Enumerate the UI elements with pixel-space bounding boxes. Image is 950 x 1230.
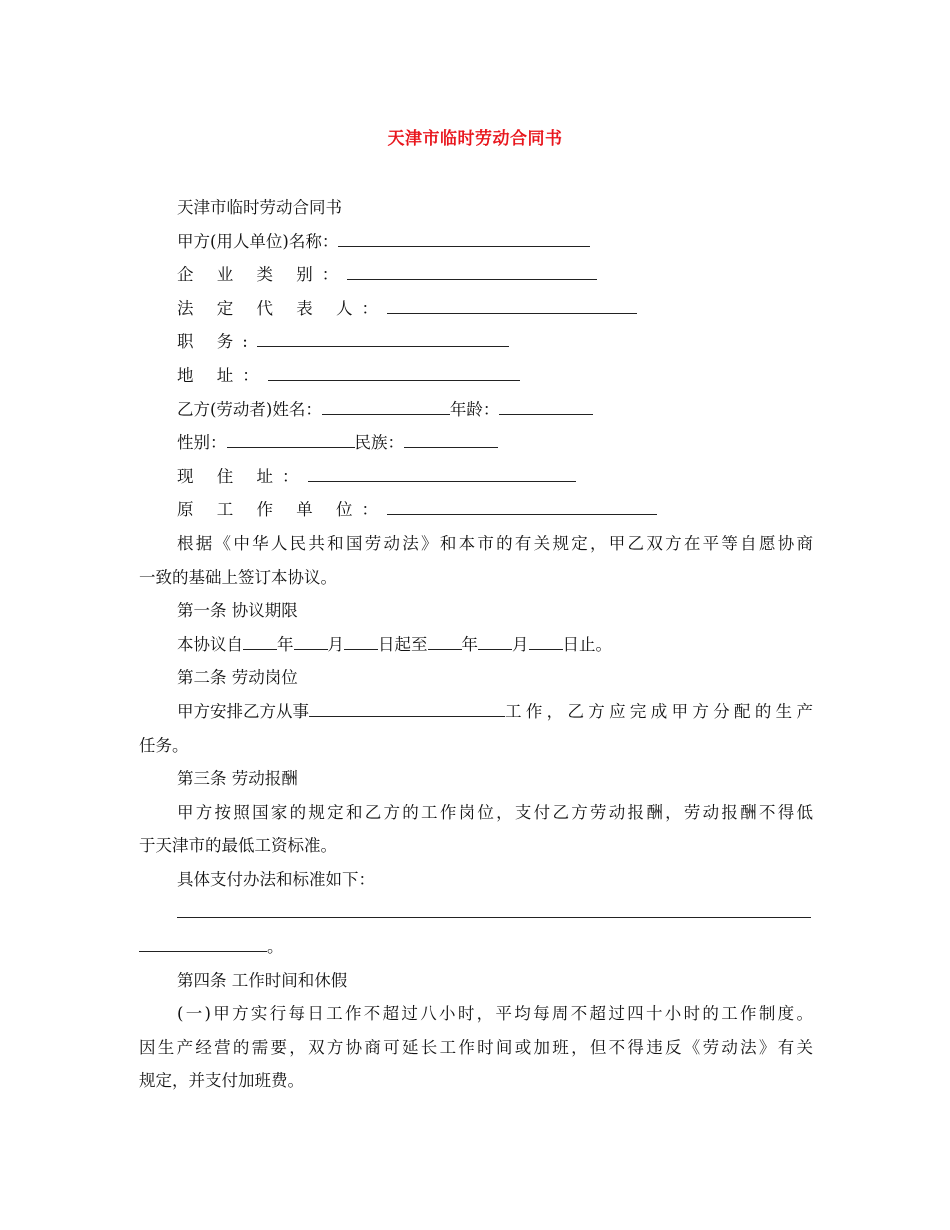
- start-year-blank[interactable]: [243, 635, 277, 650]
- former-employer-label: 原 工 作 单 位：: [177, 500, 387, 520]
- enterprise-type-label: 企 业 类 别：: [177, 265, 348, 285]
- article-4-title: 第四条 工作时间和休假: [177, 970, 348, 990]
- address-blank[interactable]: [268, 366, 520, 381]
- article-4-line-1: (一)甲方实行每日工作不超过八小时，平均每周不超过四十小时的工作制度。: [177, 1004, 813, 1024]
- position-label: 职 务:: [177, 332, 257, 352]
- employer-name-label: 甲方(用人单位)名称：: [177, 231, 339, 251]
- position-line: [139, 325, 813, 359]
- gender-line: [139, 426, 813, 460]
- start-month-blank[interactable]: [294, 635, 328, 650]
- current-address-line: [139, 460, 813, 494]
- article-1-term-line: [139, 628, 813, 662]
- gender-blank[interactable]: [227, 433, 355, 448]
- payment-method-line-1: [139, 896, 813, 930]
- article-3-line-1: 甲方按照国家的规定和乙方的工作岗位，支付乙方劳动报酬，劳动报酬不得低: [177, 802, 813, 822]
- intro-line-1: 根据《中华人民共和国劳动法》和本市的有关规定，甲乙双方在平等自愿协商: [177, 533, 813, 553]
- former-employer-blank[interactable]: [387, 500, 657, 515]
- payment-method-line-2: [139, 930, 813, 964]
- month-label: 月: [327, 634, 344, 654]
- day-end-label: 日止。: [562, 634, 612, 654]
- ethnicity-label: 民族：: [354, 433, 404, 453]
- gender-label: 性别：: [177, 433, 227, 453]
- end-year-blank[interactable]: [428, 635, 462, 650]
- year-label-2: 年: [461, 634, 478, 654]
- document-title: 天津市临时劳动合同书: [387, 129, 563, 149]
- enterprise-type-blank[interactable]: [347, 265, 597, 280]
- legal-rep-line: [139, 292, 813, 326]
- article-2-title: 第二条 劳动岗位: [177, 668, 298, 688]
- employee-name-label: 乙方(劳动者)姓名：: [177, 399, 322, 419]
- job-blank[interactable]: [309, 702, 505, 717]
- enterprise-type-line: [139, 258, 813, 292]
- article-4-line-2: 因生产经营的需要，双方协商可延长工作时间或加班，但不得违反《劳动法》有关: [139, 1037, 813, 1057]
- end-month-blank[interactable]: [478, 635, 512, 650]
- month-label-2: 月: [512, 634, 529, 654]
- day-to-label: 日起至: [378, 634, 428, 654]
- intro-line-2: 一致的基础上签订本协议。: [139, 567, 337, 587]
- end-day-blank[interactable]: [529, 635, 563, 650]
- article-3-line-2: 于天津市的最低工资标准。: [139, 836, 337, 856]
- article-3-line-3: 具体支付办法和标准如下：: [177, 869, 375, 889]
- employer-name-blank[interactable]: [338, 232, 590, 247]
- start-day-blank[interactable]: [344, 635, 378, 650]
- age-label: 年龄：: [449, 399, 500, 419]
- article-2-line-1: [139, 695, 813, 729]
- address-label: 地 址：: [177, 365, 268, 385]
- article-1-title: 第一条 协议期限: [177, 601, 298, 621]
- art2-text-b: 工作，乙方应完成甲方分配的生产: [505, 701, 813, 721]
- article-3-title: 第三条 劳动报酬: [177, 769, 298, 789]
- address-line: [139, 359, 813, 393]
- year-label: 年: [277, 634, 294, 654]
- legal-rep-blank[interactable]: [387, 299, 637, 314]
- payment-method-blank-2[interactable]: [139, 937, 267, 952]
- term-from-label: 本协议自: [177, 634, 243, 654]
- article-4-line-3: 规定，并支付加班费。: [139, 1071, 304, 1091]
- doc-name-line: [139, 191, 813, 225]
- art2-text-a: 甲方安排乙方从事: [177, 701, 309, 721]
- former-employer-line: [139, 493, 813, 527]
- ethnicity-blank[interactable]: [404, 433, 498, 448]
- article-2-line-2: 任务。: [139, 735, 189, 755]
- payment-method-blank-1[interactable]: [177, 903, 811, 918]
- legal-rep-label: 法 定 代 表 人：: [177, 298, 387, 318]
- payment-end-mark: 。: [267, 937, 284, 957]
- document-body: [139, 191, 813, 1098]
- employee-name-blank[interactable]: [322, 400, 450, 415]
- current-address-blank[interactable]: [308, 467, 576, 482]
- current-address-label: 现 住 址：: [177, 466, 308, 486]
- employer-name-line: [139, 225, 813, 259]
- position-blank[interactable]: [257, 332, 509, 347]
- employee-line: [139, 393, 813, 427]
- age-blank[interactable]: [499, 400, 593, 415]
- doc-name: 天津市临时劳动合同书: [177, 198, 342, 217]
